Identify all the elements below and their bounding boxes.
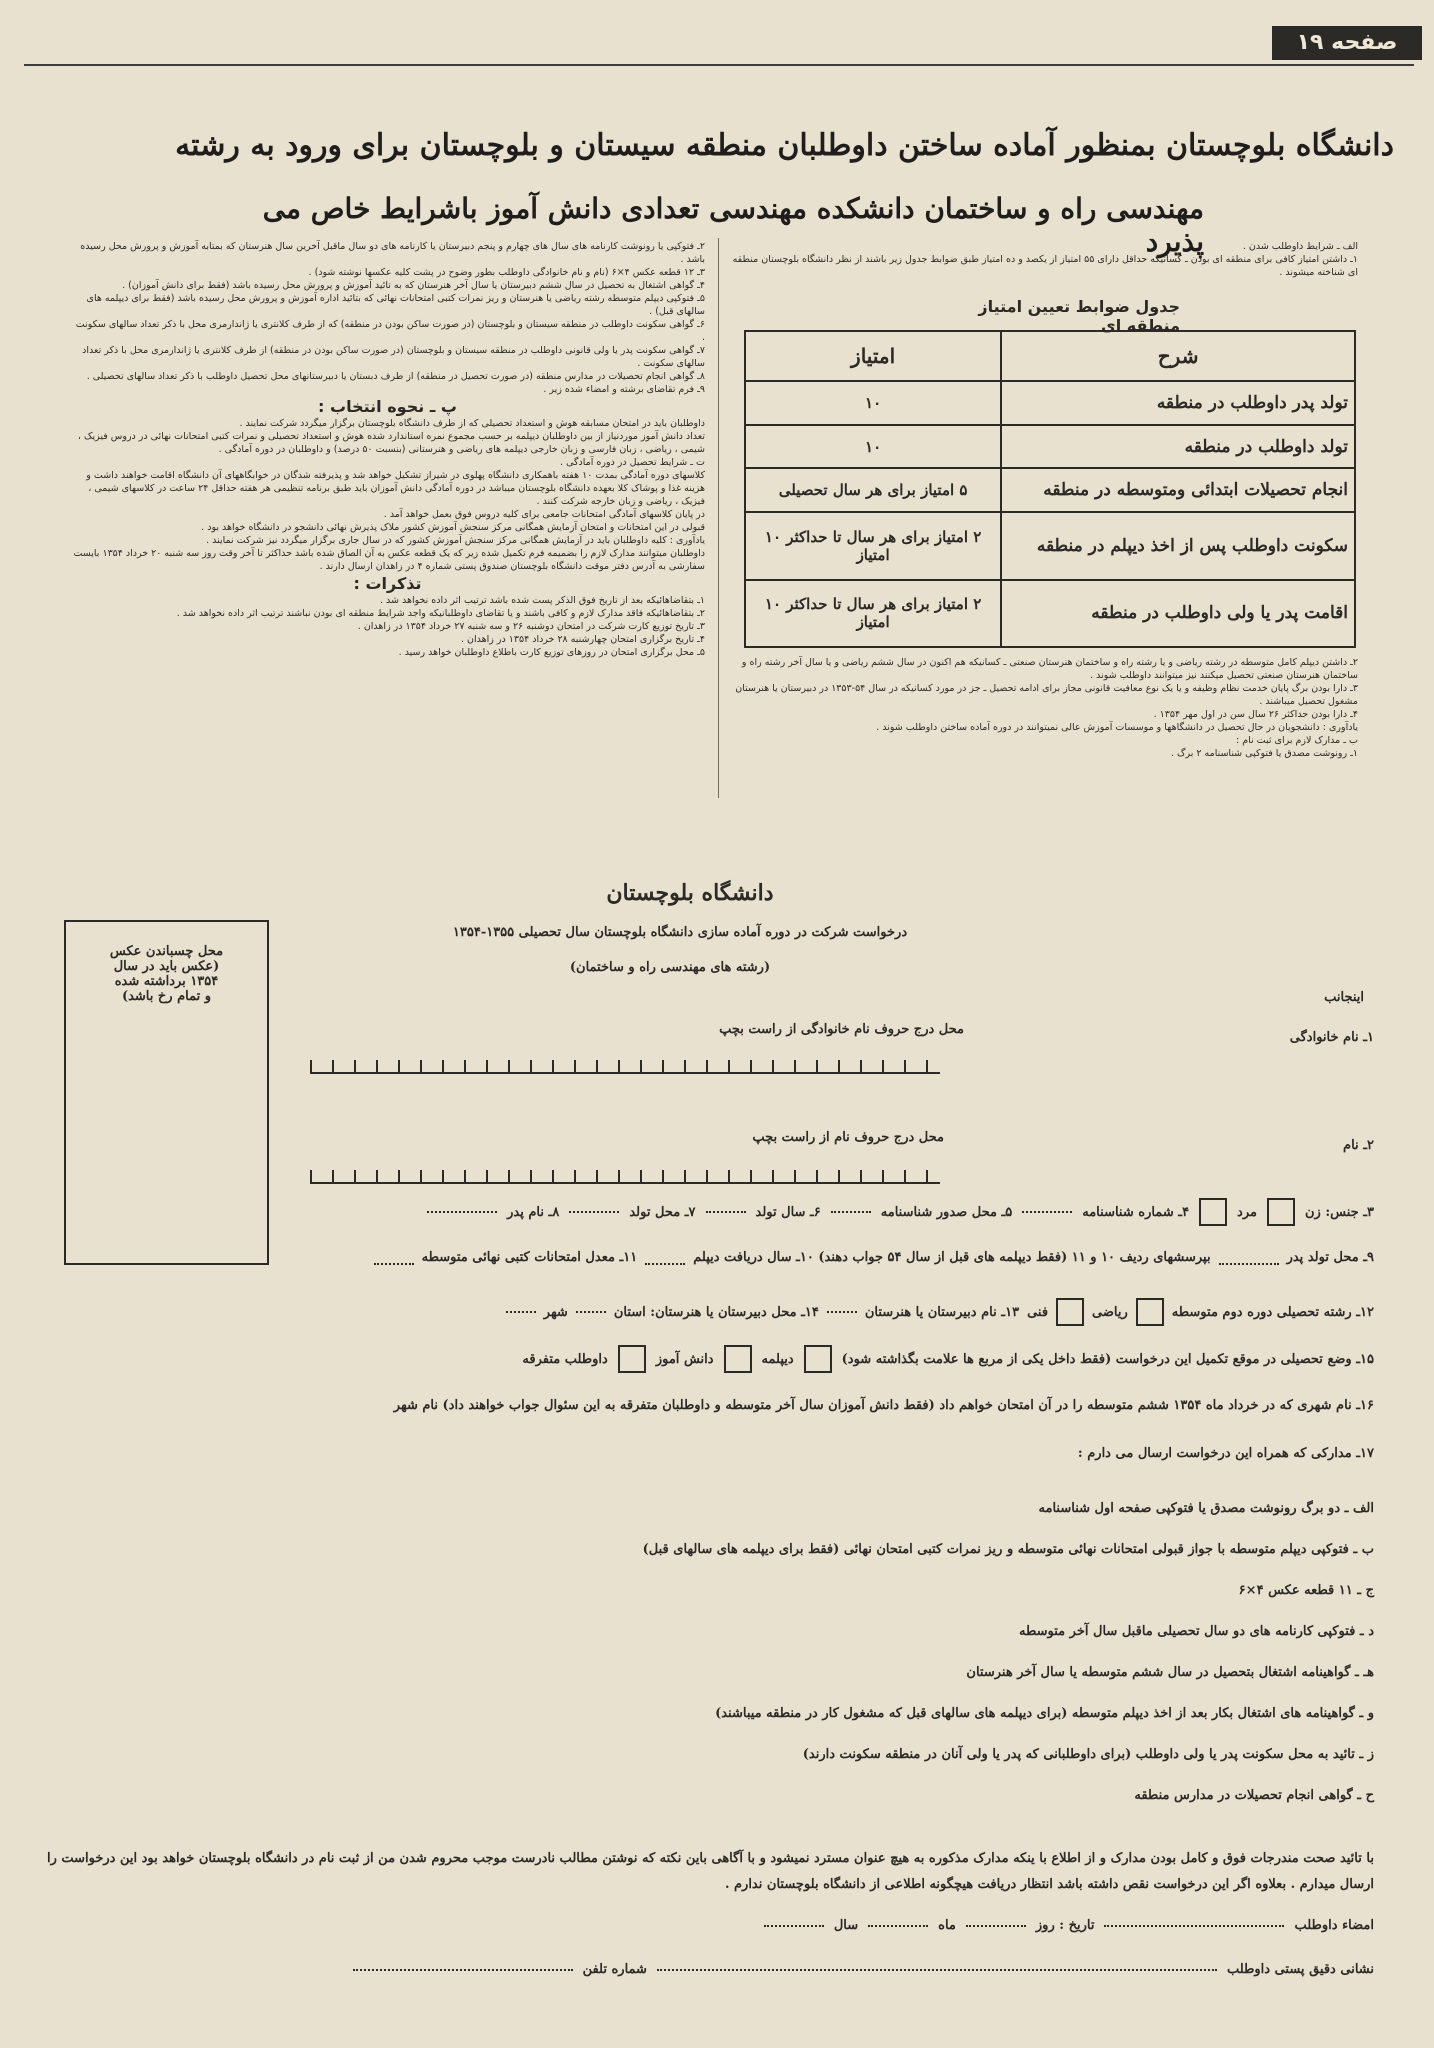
doc-line: ۲ـ فتوکپی یا رونوشت کارنامه های سال های چهارم و پنجم دبیرستان یا کارنامه های دو سال ماقبل آخرین سال هنرستان که بمتابه آموزش و پرورش محل رسیده باشد . [80, 241, 705, 265]
first-name-input[interactable] [310, 1160, 940, 1184]
signature-input[interactable] [1104, 1925, 1284, 1927]
attached-docs-list [34, 1488, 1374, 1816]
day-input[interactable] [966, 1925, 1026, 1927]
family-name-label: ۱ـ نام خانوادگی [1289, 1030, 1374, 1045]
province-input[interactable] [576, 1311, 606, 1313]
diploma-year-label: بپرسشهای ردیف ۱۰ و ۱۱ (فقط دیپلمه های قبل از سال ۵۴ جواب دهند) ۱۰ـ سال دریافت دیپلم [693, 1250, 1211, 1265]
school-location-label: ۱۴ـ محل دبیرستان یا هنرستان: استان [613, 1304, 819, 1320]
address-label: نشانی دقیق پستی داوطلب [1226, 1962, 1374, 1977]
doc-line: ۸ـ گواهی انجام تحصیلات در مدارس منطقه (در صورت تحصیل در منطقه) از طرف دبستان یا دبیرستانهای محل تحصیل داوطلب با ذکر تعداد سالهای تحصیلی . [86, 371, 705, 382]
diploma-year-input[interactable] [645, 1250, 685, 1265]
selection-title: پ ـ نحوه انتخاب : [318, 397, 457, 416]
selection-line: تعداد دانش آموز موردنیاز از بین داوطلبان دیپلمه بر حسب مجموع نمره استاندارد شده هوش و استعداد تحصیلی و نمرات کتبی امتحانات نهائی در دروس فیزیک ، شیمی ، ریاضی ، زبان فارسی و زبان خارجی دیپلمه های ریاضی و هنرستانی (بنسبت ۵۰ درصد) و داوطلبان در دوره آمادگی . [77, 431, 705, 455]
note-line: ۴ـ تاریخ برگزاری امتحان چهارشنبه ۲۸ خرداد ۱۳۵۴ در زاهدان . [461, 634, 705, 645]
table-row [745, 512, 1355, 579]
selection-line: کلاسهای دوره آمادگی بمدت ۱۰ هفته باهمکاری دانشگاه پهلوی در شیراز تشکیل خواهد شد و پذیرفته شدگان در خوابگاههای آن دانشگاه اقامت خواهند داشت و هزینه غذا و پوشاک کلا بعهده دانشگاه بلوچستان میباشد در دوره آمادگی دانش آموزان باید طبق برنامه تنظیمی هر هفته حداقل ۲۴ ساعت در کلاسهای شیمی ، فیزیک ، ریاضی و زبان خارجه شرکت کنند . [86, 470, 705, 507]
req-line: ۳ـ دارا بودن برگ پایان خدمت نظام وظیفه و یا یک نوع معافیت قانونی مجاز برای ادامه تحصیل ـ جز در مورد کسانیکه در سال ۵۴-۱۳۵۳ در دبیرستان یا هنرستان مشغول تحصیل میباشند . [735, 683, 1358, 707]
graduate-checkbox[interactable] [804, 1345, 832, 1373]
table-row [745, 425, 1355, 469]
doc-item: ج ـ ۱۱ قطعه عکس ۴×۶ [1238, 1583, 1374, 1598]
father-name-label: ۸ـ نام پدر [507, 1204, 560, 1220]
id-place-label: ۵ـ محل صدور شناسنامه [880, 1204, 1013, 1220]
left-column-documents [70, 240, 705, 659]
intro-line: الف ـ شرایط داوطلب شدن . [1242, 241, 1358, 252]
doc-item: ز ـ تائید به محل سکونت پدر یا ولی داوطلب (برای داوطلبانی که پدر یا ولی آنان در منطقه سکونت دارند) [802, 1747, 1374, 1762]
technical-checkbox[interactable] [1056, 1298, 1084, 1326]
student-label: دانش آموز [655, 1351, 714, 1367]
technical-label: فنی [1027, 1304, 1049, 1320]
row-desc: تولد داوطلب در منطقه [1001, 425, 1355, 469]
math-checkbox[interactable] [1136, 1298, 1164, 1326]
row-desc: تولد پدر داوطلب در منطقه [1001, 381, 1355, 425]
note-line: ۳ـ تاریخ توزیع کارت شرکت در امتحان دوشنبه ۲۶ و سه شنبه ۲۷ خرداد ۱۳۵۴ در زاهدان . [357, 621, 705, 632]
doc-line: ۳ـ ۱۲ قطعه عکس ۴×۶ (نام و نام خانوادگی داوطلب بطور وضوح در پشت کلیه عکسها نوشته شود) . [308, 267, 705, 278]
student-checkbox[interactable] [724, 1345, 752, 1373]
father-birthplace-input[interactable] [1219, 1250, 1279, 1265]
doc-item: الف ـ دو برگ رونوشت مصدق یا فتوکپی صفحه اول شناسنامه [1038, 1501, 1374, 1516]
selection-line: ت ـ شرایط تحصیل در دوره آمادگی . [560, 457, 705, 468]
selection-line: یادآوری : کلیه داوطلبان باید در آزمایش همگانی مرکز سنجش آموزش کشور که در سال جاری برگزار میگردد نیز شرکت نمایند . [206, 535, 705, 546]
address-input[interactable] [657, 1969, 1217, 1971]
doc-line: ۹ـ فرم تقاضای برشته و امضاء شده زیر . [543, 384, 705, 395]
signature-label: امضاء داوطلب [1294, 1918, 1374, 1933]
birth-place-input[interactable] [569, 1211, 619, 1213]
doc-item: ب ـ فتوکپی دیپلم متوسطه با جواز قبولی امتحانات نهائی متوسطه و ریز نمرات کتبی امتحان نهائی (فقط برای دیپلمه های سالهای قبل) [642, 1542, 1374, 1557]
row-12-14 [34, 1298, 1374, 1326]
city-input[interactable] [506, 1311, 536, 1313]
gender-male-label: مرد [1237, 1204, 1257, 1220]
phone-label: شماره تلفن [582, 1962, 647, 1977]
row-desc: سکونت داوطلب پس از اخذ دیپلم در منطقه [1001, 512, 1355, 579]
first-name-label: ۲ـ نام [1343, 1138, 1374, 1153]
row-score: ۱۰ [745, 381, 1001, 425]
doc-item: هـ ـ گواهینامه اشتغال بتحصیل در سال ششم متوسطه یا سال آخر هنرستان [966, 1665, 1374, 1680]
status-label: ۱۵ـ وضع تحصیلی در موقع تکمیل این درخواست (فقط داخل یکی از مربع ها علامت بگذاشته شود) [841, 1351, 1374, 1367]
major-label: ۱۲ـ رشته تحصیلی دوره دوم متوسطه [1171, 1304, 1374, 1320]
gpa-input[interactable] [374, 1250, 414, 1265]
address-row [34, 1962, 1374, 1977]
school-name-input[interactable] [827, 1311, 857, 1313]
id-number-label: ۴ـ شماره شناسنامه [1082, 1204, 1190, 1220]
table-header-score: امتیاز [745, 331, 1001, 381]
doc-line: ۴ـ گواهی اشتغال به تحصیل در سال ششم دبیرستان یا سال آخر هنرستان که به تائید آموزش و پرورش محل رسیده باشد (فقط برای دانش آموزان) . [122, 280, 705, 291]
family-name-hint: محل درج حروف نام خانوادگی از راست بچپ [719, 1022, 964, 1037]
table-title: جدول ضوابط تعیین امتیاز منطقه ای [978, 297, 1180, 335]
attached-docs-label: ۱۷ـ مدارکی که همراه این درخواست ارسال می دارم : [1077, 1446, 1374, 1461]
row-desc: انجام تحصیلات ابتدائی ومتوسطه در منطقه [1001, 468, 1355, 512]
note-line: ۱ـ بتقاضاهائیکه بعد از تاریخ فوق الذکر پست شده باشد ترتیب اثر داده نخواهد شد . [379, 595, 705, 606]
table-row [745, 580, 1355, 647]
birth-year-input[interactable] [706, 1211, 746, 1213]
family-name-input[interactable] [310, 1050, 940, 1074]
req-line: ۲ـ داشتن دیپلم کامل متوسطه در رشته ریاضی و یا رشته راه و ساختمان هنرستان صنعتی ـ کسانیکه هم اکنون در سال ششم ریاضی و یا سال آخر رشته راه و ساختمان هنرستان صنعتی تحصیل میکنند نیز میتوانند داوطلب شوند . [741, 657, 1358, 681]
selection-line: داوطلبان باید در امتحان مسابقه هوش و استعداد تحصیلی که از طرف دانشگاه بلوچستان برگزار میگردد شرکت نمایند . [239, 418, 705, 429]
gpa-label: ۱۱ـ معدل امتحانات کتبی نهائی متوسطه [421, 1250, 638, 1265]
doc-item: و ـ گواهینامه های اشتغال بکار بعد از اخذ دیپلم متوسطه (برای دیپلمه های سالهای قبل که مشغول کار در منطقه میباشند) [715, 1706, 1374, 1721]
doc-line: ۷ـ گواهی سکونت پدر یا ولی قانونی داوطلب در منطقه سیستان و بلوچستان (در صورت ساکن بودن در منطقه) از طرف کلانتری یا ژاندارمری محل با ذکر تعداد سالهای سکونت . [82, 345, 705, 369]
form-university-title: دانشگاه بلوچستان [606, 880, 774, 906]
row-score: ۱۰ [745, 425, 1001, 469]
photo-box-text: محل چسباندن عکس [109, 944, 224, 959]
headline-line-2: مهندسی راه و ساختمان دانشکده مهندسی تعدادی دانش آموز باشرایط خاص می پذیرد [262, 192, 1204, 258]
independent-label: داوطلب متفرقه [522, 1351, 608, 1367]
gender-label: ۳ـ جنس: زن [1304, 1204, 1374, 1220]
month-label: ماه [938, 1918, 956, 1933]
note-line: ۵ـ محل برگزاری امتحان در روزهای توزیع کارت باطلاع داوطلبان خواهد رسید . [398, 647, 705, 658]
father-birthplace-label: ۹ـ محل تولد پدر [1286, 1250, 1374, 1265]
id-place-input[interactable] [831, 1211, 871, 1213]
selection-line: داوطلبان میتوانند مدارک لازم را بضمیمه فرم تکمیل شده زیر که یک قطعه عکس به آن الصاق شده باشد حداکثر تا آخر وقت روز سه شنبه ۲۰ خرداد ۱۳۵۴ بایست سفارشی به آدرس دفتر موقت دانشگاه بلوچستان صندوق پستی شماره ۴ در زاهدان ارسال دارند . [73, 548, 705, 572]
date-label: تاریخ : روز [1035, 1918, 1095, 1933]
month-input[interactable] [868, 1925, 928, 1927]
phone-input[interactable] [353, 1969, 573, 1971]
gender-male-checkbox[interactable] [1199, 1198, 1227, 1226]
req-line: ۱ـ رونوشت مصدق یا فتوکپی شناسنامه ۲ برگ . [1170, 748, 1358, 759]
page-number-tag: صفحه ۱۹ [1272, 26, 1422, 60]
column-divider [718, 238, 719, 798]
req-line: ۴ـ دارا بودن حداکثر ۲۶ سال سن در اول مهر ۱۳۵۴ . [1153, 709, 1358, 720]
photo-box-text: (عکس باید در سال [113, 959, 220, 974]
city-label: شهر [543, 1304, 568, 1320]
father-name-input[interactable] [427, 1211, 497, 1213]
form-field-title: (رشته های مهندسی راه و ساختمان) [569, 960, 771, 975]
doc-item: ح ـ گواهی انجام تحصیلات در مدارس منطقه [1134, 1788, 1374, 1803]
headline-line-1: دانشگاه بلوچستان بمنظور آماده ساختن داوطلبان منطقه سیستان و بلوچستان برای ورود به رشته [175, 128, 1394, 163]
right-column-intro [728, 240, 1358, 279]
personal-info-row [34, 1198, 1374, 1226]
signature-row [34, 1918, 1374, 1933]
right-column-requirements [728, 656, 1358, 760]
first-name-hint: محل درج حروف نام از راست بچپ [752, 1130, 944, 1145]
notes-title: تذکرات : [353, 574, 422, 593]
math-label: ریاضی [1092, 1304, 1128, 1320]
row-15 [34, 1345, 1374, 1373]
selection-line: در پایان کلاسهای آمادگی امتحانات جامعی برای کلیه دروس فوق بعمل خواهد آمد . [383, 509, 705, 520]
table-row [745, 468, 1355, 512]
salutation: اینجانب [1324, 990, 1364, 1005]
graduate-label: دیپلمه [761, 1351, 794, 1367]
independent-checkbox[interactable] [618, 1345, 646, 1373]
selection-line: قبولی در این امتحانات و امتحان آزمایش همگانی مرکز سنجش آموزش کشور ملاک پذیرش نهائی دانشجو در دانشگاه خواهد بود . [201, 522, 705, 533]
row-desc: اقامت پدر یا ولی داوطلب در منطقه [1001, 580, 1355, 647]
year-input[interactable] [764, 1925, 824, 1927]
declaration: با تائید صحت مندرجات فوق و کامل بودن مدارک و از اطلاع با ینکه مدارک مذکوره به هیچ عنوان مسترد نمیشود و با آگاهی باین نکته که نوشتن مطالب نادرست موجب محروم شدن من از ثبت نام در دانشگاه بلوچستان خواهد بود این درخواست را ارسال میدارم . بعلاوه اگر این درخواست نقص داشته باشد انتظار دریافت هیچگونه اطلاعی از دانشگاه بلوچستان ندارم . [46, 1851, 1374, 1892]
row-score: ۲ امتیاز برای هر سال تا حداکثر ۱۰ امتیاز [745, 512, 1001, 579]
exam-city-label: ۱۶ـ نام شهری که در خرداد ماه ۱۳۵۴ ششم متوسطه را در آن امتحان خواهم داد (فقط دانش آموزان سال آخر متوسطه و داوطلبان متفرقه به این سئوال جواب خواهند داد) نام شهر [393, 1398, 1374, 1413]
doc-line: ۵ـ فتوکپی دیپلم متوسطه رشته ریاضی یا هنرستان و ریز نمرات کتبی امتحانات نهائی که بتائید اداره آموزش و پرورش محل رسیده باشد (فقط برای دیپلمه های سالهای قبل) . [86, 293, 705, 317]
table-row [745, 381, 1355, 425]
top-rule [24, 64, 1414, 66]
doc-line: ۶ـ گواهی سکونت داوطلب در منطقه سیستان و بلوچستان (در صورت ساکن بودن در منطقه) که از طرف کلانتری یا ژاندارمری محل با ذکر تعداد سالهای سکونت . [75, 319, 705, 343]
intro-line: ۱ـ داشتن امتیاز کافی برای منطقه ای بودن ـ کسانیکه حداقل دارای ۵۵ امتیاز از یکصد و ده امتیاز طبق ضوابط جدول زیر باشند از نظر دانشگاه بلوچستان منطقه ای شناخته میشوند . [732, 254, 1358, 278]
gender-female-checkbox[interactable] [1267, 1198, 1295, 1226]
row-score: ۲ امتیاز برای هر سال تا حداکثر ۱۰ امتیاز [745, 580, 1001, 647]
note-line: ۲ـ بتقاضاهائیکه فاقد مدارک لازم و کافی باشند و یا تقاضای داوطلبانیکه واجد شرایط منطقه ای بودن نباشند ترتیب اثر داده نخواهد شد . [176, 608, 705, 619]
doc-item: د ـ فتوکپی کارنامه های دو سال تحصیلی ماقبل سال آخر متوسطه [1019, 1624, 1374, 1639]
req-line: یادآوری : دانشجویان در حال تحصیل در دانشگاهها و موسسات آموزش عالی نمیتوانند در دوره آماده ساختن داوطلب شوند . [876, 722, 1358, 733]
birth-place-label: ۷ـ محل تولد [629, 1204, 696, 1220]
id-number-input[interactable] [1022, 1211, 1072, 1213]
quota-table [744, 330, 1356, 648]
row-9-11 [34, 1250, 1374, 1265]
table-header-desc: شرح [1001, 331, 1355, 381]
form-request-title: درخواست شرکت در دوره آماده سازی دانشگاه بلوچستان سال تحصیلی ۱۳۵۵-۱۳۵۴ [452, 925, 908, 940]
birth-year-label: ۶ـ سال تولد [755, 1204, 821, 1220]
photo-box-text: و تمام رخ باشد) [121, 989, 212, 1004]
year-label: سال [833, 1918, 859, 1933]
table-header-row [745, 331, 1355, 381]
school-name-label: ۱۳ـ نام دبیرستان یا هنرستان [864, 1304, 1020, 1320]
photo-box-text: ۱۳۵۴ برداشته شده [114, 974, 219, 989]
req-line: ب ـ مدارک لازم برای ثبت نام : [1236, 735, 1358, 746]
row-score: ۵ امتیاز برای هر سال تحصیلی [745, 468, 1001, 512]
